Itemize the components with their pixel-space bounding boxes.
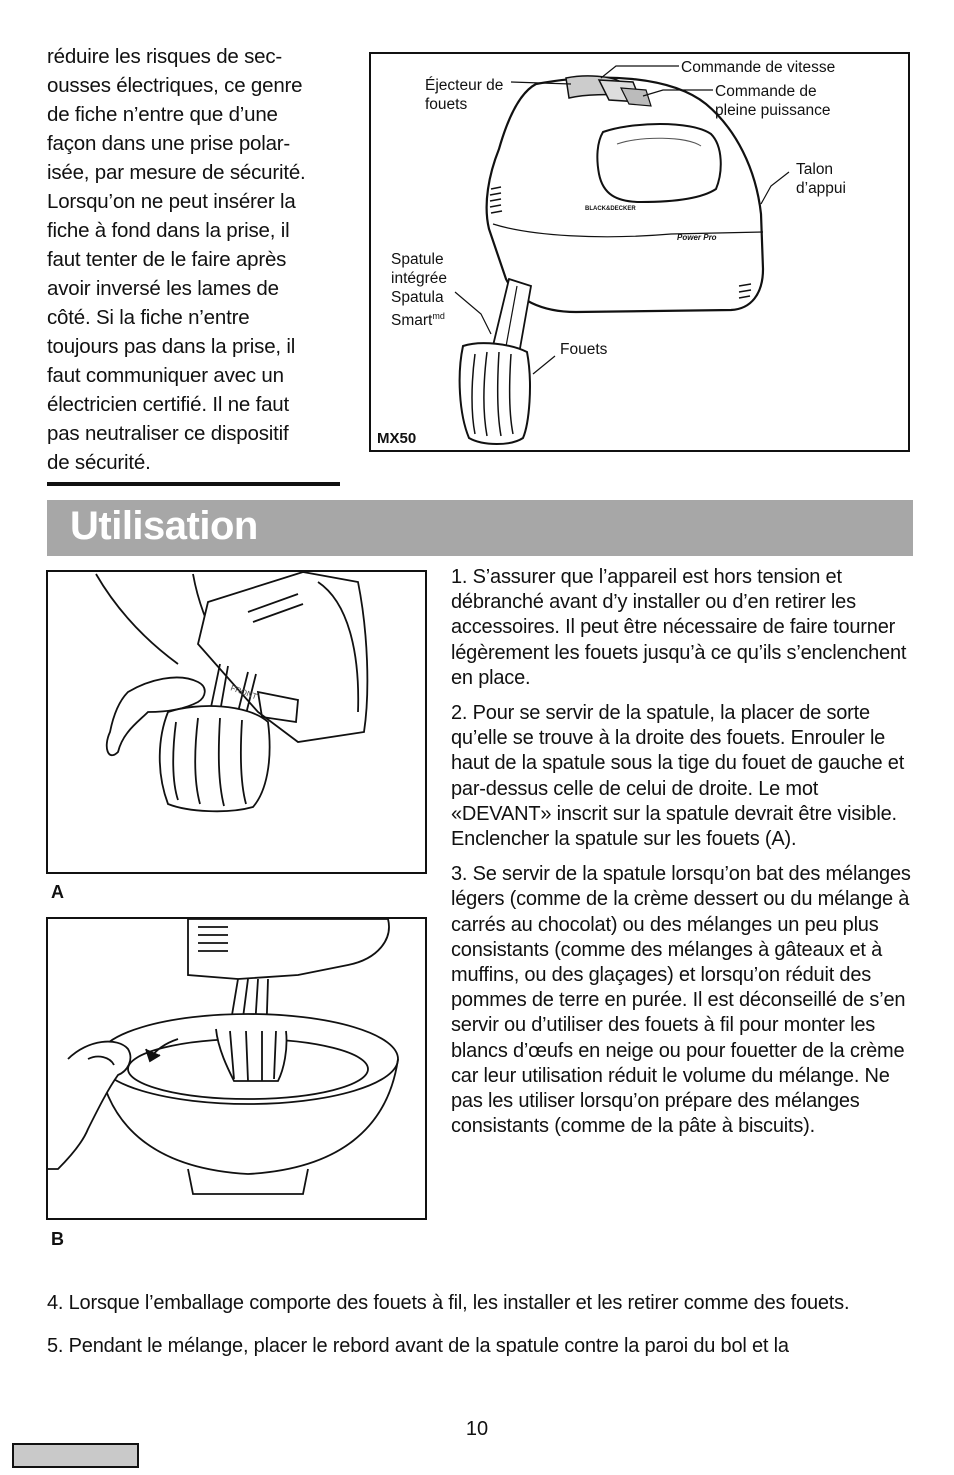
mixer-parts-diagram bbox=[369, 52, 910, 452]
brand-logo: BLACK&DECKER bbox=[585, 206, 636, 212]
intro-divider bbox=[47, 482, 340, 486]
figure-b bbox=[46, 917, 427, 1220]
ejector-label: Éjecteur de fouets bbox=[425, 77, 504, 113]
spatula-label: Spatule intégrée Spatula Smart$^{md}$ bbox=[391, 251, 448, 330]
section-header bbox=[47, 500, 913, 556]
step-1: 1. S’assurer que l’appareil est hors tension et débranché avant d’y installer ou d’en retirer les accessoires. Il peut être nécessaire de faire tourner légèrement les fouets jusqu’à ce qu’ils s’enclenchent en place. bbox=[451, 566, 907, 689]
corner-mark bbox=[12, 1443, 139, 1468]
figure-a-label: A bbox=[51, 882, 64, 902]
heel-rest-label: Talon d’appui bbox=[796, 161, 846, 197]
model-label: MX50 bbox=[377, 430, 417, 447]
figure-b-label: B bbox=[51, 1229, 64, 1249]
instruction-steps-continued bbox=[47, 1291, 913, 1376]
instruction-steps bbox=[451, 565, 913, 1149]
page-number: 10 bbox=[465, 1418, 489, 1440]
figure-a bbox=[46, 570, 427, 874]
full-power-label: Commande de pleine puissance bbox=[715, 83, 831, 119]
spatula-attach-illustration bbox=[48, 572, 425, 872]
mixing-in-bowl-illustration bbox=[48, 919, 425, 1218]
step-5: 5. Pendant le mélange, placer le rebord avant de la spatule contre la paroi du bol et la bbox=[47, 1334, 789, 1357]
intro-paragraph: réduire les risques de sec- ousses électriques, ce genre de fiche n’entre que d’une façon dans une prise polar- isée, par mesure de sécurité. Lorsqu’on ne peut insérer la fiche à fond dans la prise, il faut tenter de le faire après avoir inversé les lames de côté. Si la fiche n’entre toujours pas dans la prise, il faut communiquer avec un électricien certifié. Il ne faut pas neutraliser ce dispositif de sécurité. bbox=[47, 45, 306, 474]
step-3: 3. Se servir de la spatule lorsqu’on bat des mélanges légers (comme de la crème dessert ou du mélange à carrés au chocolat) ou des mélanges un peu plus consistants (comme des mélanges à gâteaux et à muffins, ou des glaçages) et lorsqu’on réduit des pommes de terre en purée. Il est déconseillé de s’en servir ou d’utiliser des fouets à fil pour monter les blancs d’œufs en neige ou pour fouetter de la crème car leur utilisation réduit le volume du mélange. Ne pas les utiliser lorsqu’on prépare des mélanges consistants (comme de la pâte à biscuits). bbox=[451, 863, 911, 1138]
section-title: Utilisation bbox=[70, 504, 258, 548]
front-marking: FRONT bbox=[229, 683, 259, 702]
step-2: 2. Pour se servir de la spatule, la placer de sorte qu’elle se trouve à la droite des fouets. Enrouler le haut de la spatule sous la tige du fouet de gauche et par-dessus celle de celui de droite. Le mot «DEVANT» inscrit sur la spatule devrait être visible. Enclencher la spatule sur les fouets (A). bbox=[451, 702, 905, 851]
step-4: 4. Lorsque l’emballage comporte des fouets à fil, les installer et les retirer comme des fouets. bbox=[47, 1292, 850, 1314]
beaters-label: Fouets bbox=[560, 341, 608, 358]
product-logo: Power Pro bbox=[677, 233, 717, 242]
speed-control-label: Commande de vitesse bbox=[681, 59, 836, 76]
